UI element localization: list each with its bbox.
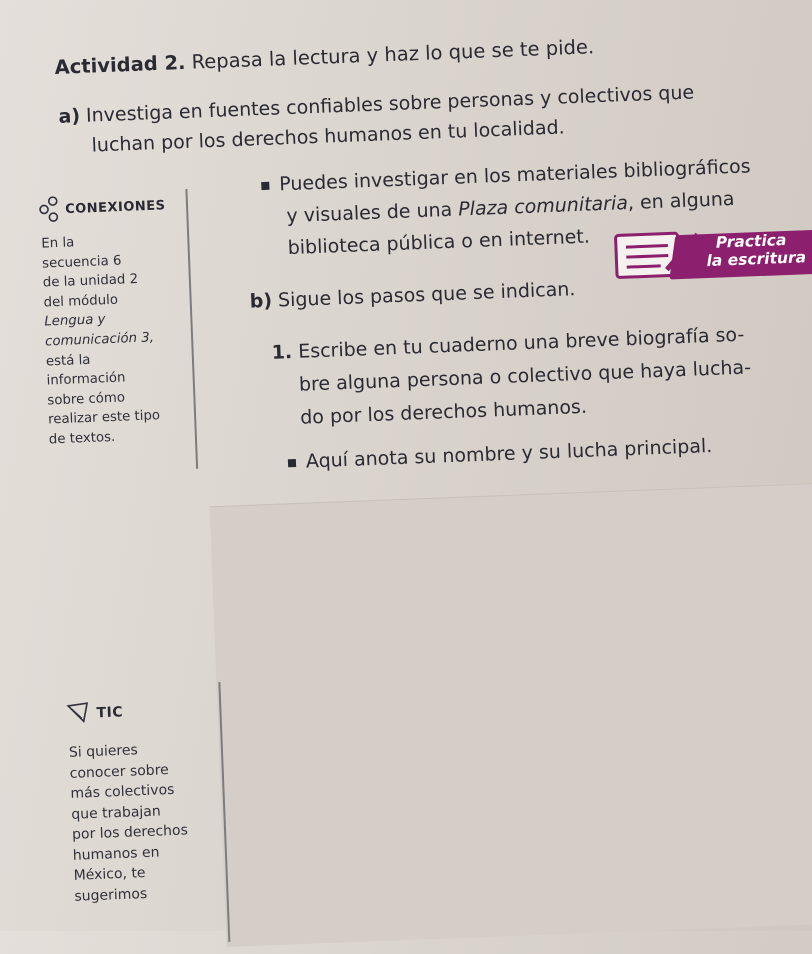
activity-title-bold: Actividad 2.: [54, 50, 186, 79]
badge-line2: la escritura: [706, 248, 807, 271]
conexiones-line: Lengua y: [44, 312, 106, 330]
badge-line1: Practica: [715, 230, 787, 252]
tic-line: por los derechos: [71, 822, 189, 843]
tic-line: México, te: [73, 865, 146, 884]
tic-line: Si quieres: [68, 742, 139, 761]
conexiones-line: sobre cómo: [47, 390, 126, 409]
conexiones-line: de la unidad 2: [42, 272, 139, 291]
bullet-square-icon: [261, 181, 269, 189]
step1-number: 1.: [271, 341, 293, 364]
tic-line: que trabajan: [71, 802, 162, 823]
bullet1-text2b: , en alguna: [627, 187, 735, 215]
conexiones-text: [41, 230, 161, 450]
bullet1-text1: Puedes investigar en los materiales bibliográficos: [278, 155, 751, 196]
conexiones-line: del módulo: [43, 292, 119, 311]
item-b-line: [249, 278, 575, 312]
item-b-marker: b): [249, 289, 273, 313]
bullet1-text2a: y visuales de una: [286, 198, 459, 228]
conexiones-header: [38, 192, 166, 223]
conexiones-line: comunicación 3,: [44, 330, 155, 350]
bullet2-text: Aquí anota su nombre y su lucha principal.: [305, 434, 713, 473]
activity-title-text: Repasa la lectura y haz lo que se te pide.: [184, 35, 595, 74]
item-a-line2: luchan por los derechos humanos en tu localidad.: [91, 116, 566, 157]
tic-line: conocer sobre: [69, 761, 170, 782]
bullet1-line2: [286, 188, 735, 227]
step1-text1: Escribe en tu cuaderno una breve biografía so-: [291, 323, 745, 364]
conexiones-line: secuencia 6: [41, 253, 122, 272]
item-a-text: Investiga en fuentes confiables sobre personas y colectivos que: [79, 81, 695, 128]
step1-line3: do por los derechos humanos.: [299, 395, 588, 429]
tic-heading: TIC: [96, 704, 124, 722]
bullet2-line: [288, 435, 713, 473]
tic-text: [69, 738, 191, 906]
practica-escritura-badge: [609, 223, 812, 285]
bullet1-line3: biblioteca pública o en internet.: [287, 225, 591, 260]
connections-icon: [38, 196, 61, 223]
bullet-square-icon: [288, 458, 296, 466]
bullet1-text2-italic: Plaza comunitaria: [457, 192, 629, 221]
step1-line2: bre alguna persona o colectivo que haya lucha-: [298, 356, 752, 396]
badge-text: [706, 230, 807, 270]
item-a-line1: [58, 81, 694, 127]
conexiones-line: En la: [41, 235, 75, 252]
sidebar-divider: [185, 189, 197, 469]
conexiones-line: está la: [45, 352, 91, 370]
conexiones-heading: CONEXIONES: [64, 198, 166, 218]
activity-title: [54, 35, 594, 79]
tic-line: humanos en: [72, 844, 160, 864]
tic-line: más colectivos: [70, 781, 175, 802]
conexiones-line: de textos.: [48, 429, 116, 448]
answer-area[interactable]: [210, 482, 812, 947]
step1-line1: [271, 324, 744, 364]
tic-line: sugerimos: [74, 885, 148, 905]
item-a-marker: a): [58, 105, 81, 128]
tic-header: [65, 700, 124, 726]
conexiones-line: realizar este tipo: [47, 408, 161, 428]
item-b-text: Sigue los pasos que se indican.: [271, 278, 576, 312]
conexiones-line: información: [46, 370, 126, 389]
cursor-icon: [65, 701, 92, 726]
